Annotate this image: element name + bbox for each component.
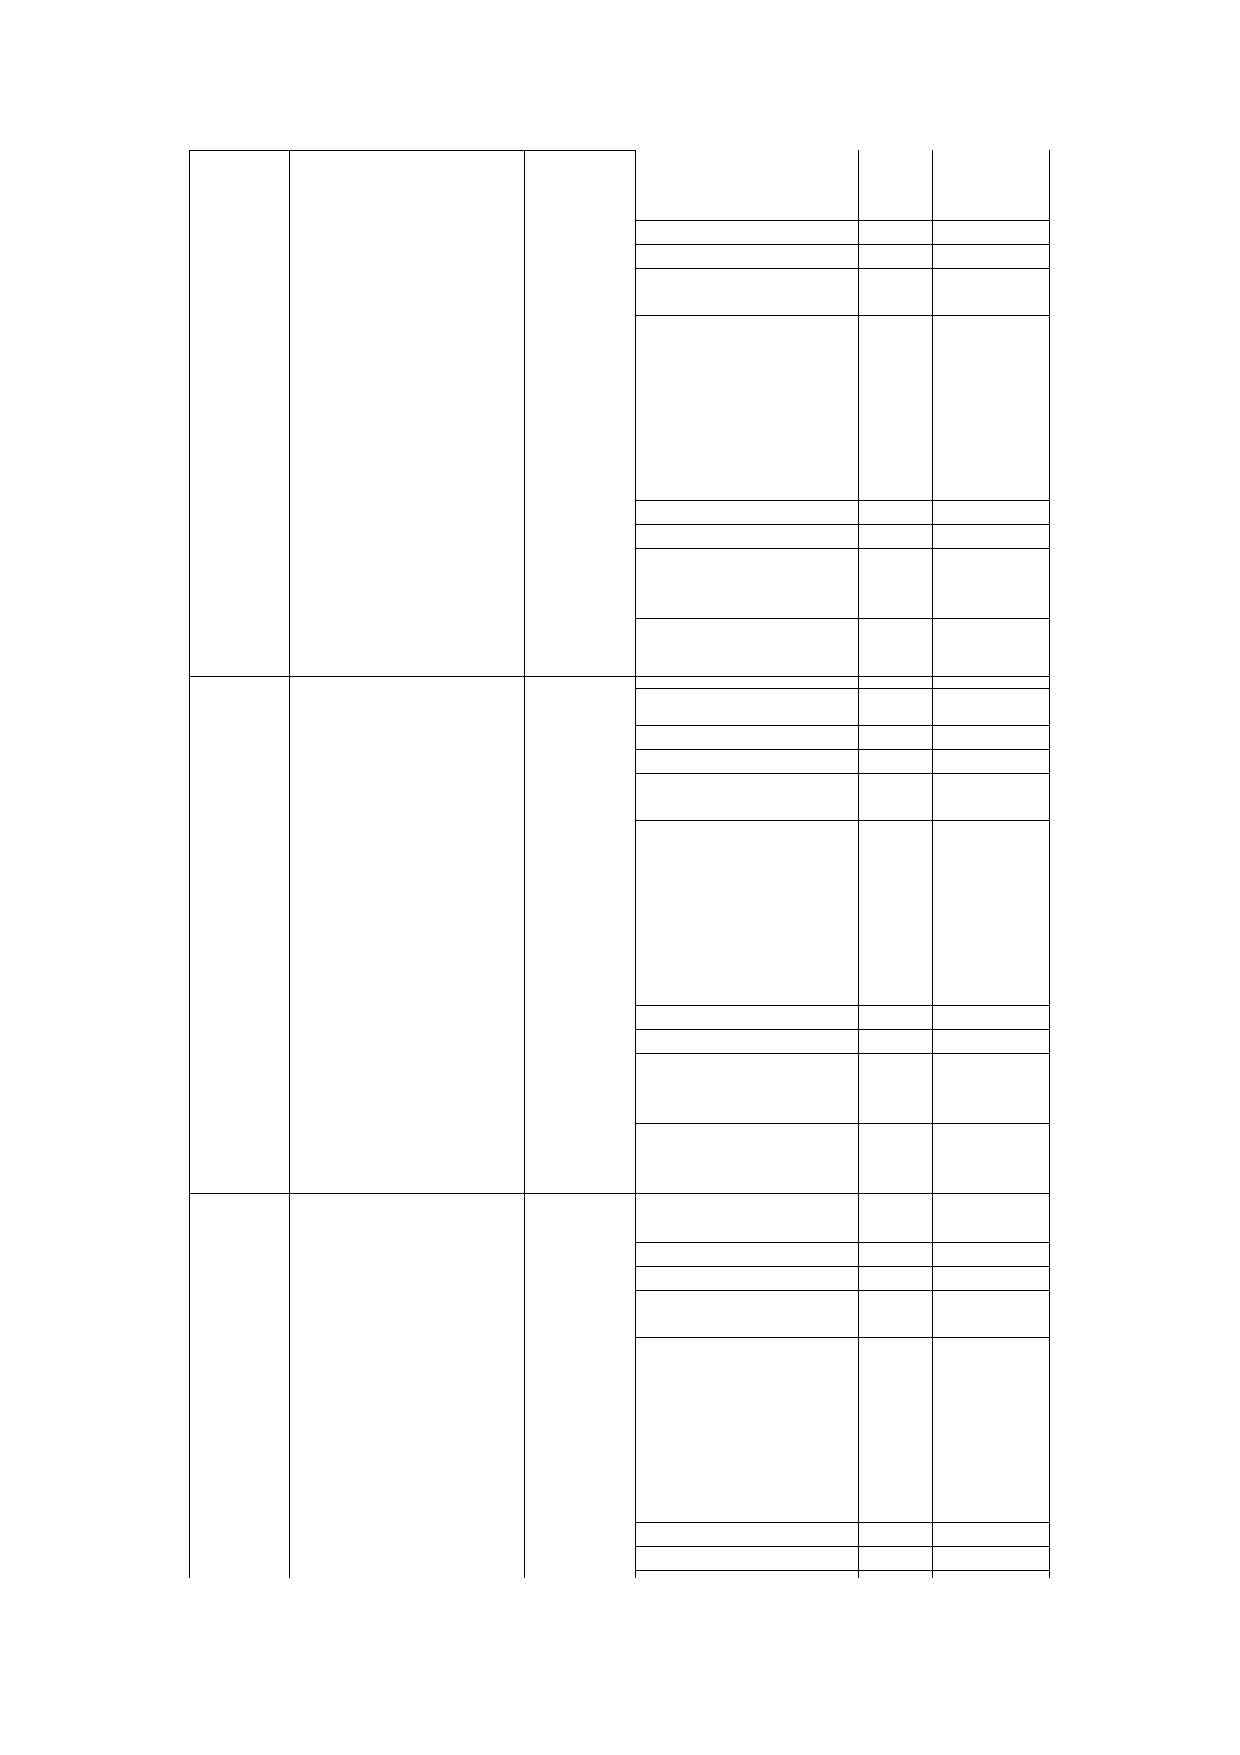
row-separator — [635, 1053, 1049, 1054]
row-separator — [635, 749, 1049, 750]
row-separator — [635, 820, 1049, 821]
row-separator — [635, 244, 1049, 245]
column-line-qty — [932, 150, 933, 1578]
row-separator — [635, 1546, 1049, 1547]
row-separator — [635, 315, 1049, 316]
row-separator — [635, 220, 1049, 221]
column-line-right — [1049, 150, 1050, 1578]
row-separator — [635, 618, 1049, 619]
row-separator — [635, 1029, 1049, 1030]
row-separator — [635, 524, 1049, 525]
column-line-code — [189, 150, 190, 1578]
row-separator — [635, 1290, 1049, 1291]
row-separator — [635, 773, 1049, 774]
row-separator — [635, 1266, 1049, 1267]
row-separator — [635, 548, 1049, 549]
column-line-resource — [635, 150, 636, 1578]
column-line-unit — [524, 150, 525, 1578]
block-separator — [189, 676, 1049, 677]
row-separator — [635, 1337, 1049, 1338]
block-separator — [189, 1193, 1049, 1194]
column-line-desc — [289, 150, 290, 1578]
row-separator — [635, 1005, 1049, 1006]
row-separator — [635, 500, 1049, 501]
row-separator — [635, 1522, 1049, 1523]
row-separator — [635, 725, 1049, 726]
row-separator — [635, 688, 1049, 689]
row-separator — [635, 268, 1049, 269]
table-top-border — [189, 150, 635, 151]
row-separator — [635, 1570, 1049, 1571]
row-separator — [635, 1242, 1049, 1243]
row-separator — [635, 1123, 1049, 1124]
column-line-res-unit — [858, 150, 859, 1578]
